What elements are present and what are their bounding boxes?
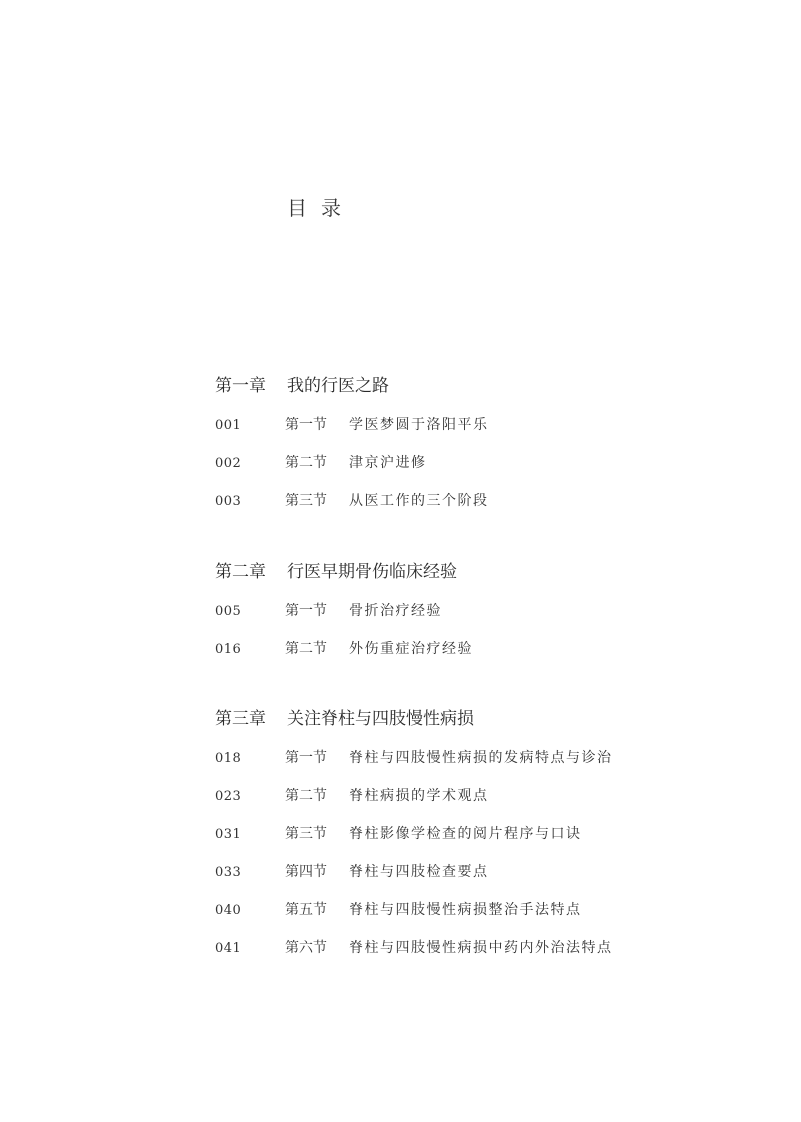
toc-entry[interactable] bbox=[215, 815, 695, 853]
section-number: 第六节 bbox=[285, 940, 327, 956]
section-number: 第一节 bbox=[285, 603, 327, 619]
section-title: 脊柱与四肢检查要点 bbox=[349, 864, 489, 880]
toc-entry[interactable] bbox=[215, 891, 695, 929]
page-title: 目录 bbox=[287, 196, 355, 220]
toc-entry[interactable] bbox=[215, 853, 695, 891]
toc-entry[interactable] bbox=[215, 630, 695, 668]
section-title: 脊柱病损的学术观点 bbox=[349, 788, 489, 804]
toc-entry[interactable] bbox=[215, 444, 695, 482]
page-number: 001 bbox=[215, 418, 242, 433]
chapter-heading[interactable] bbox=[215, 372, 695, 400]
section-title: 外伤重症治疗经验 bbox=[349, 641, 473, 657]
toc-entry[interactable] bbox=[215, 406, 695, 444]
toc-entry[interactable] bbox=[215, 482, 695, 520]
page-number: 016 bbox=[215, 642, 242, 657]
toc-entry[interactable] bbox=[215, 592, 695, 630]
page-number: 018 bbox=[215, 751, 242, 766]
section-title: 脊柱与四肢慢性病损整治手法特点 bbox=[349, 902, 582, 918]
page-number: 031 bbox=[215, 827, 242, 842]
section-number: 第三节 bbox=[285, 493, 327, 509]
section-number: 第四节 bbox=[285, 864, 327, 880]
chapter-title: 关注脊柱与四肢慢性病损 bbox=[287, 709, 474, 729]
section-number: 第一节 bbox=[285, 750, 327, 766]
section-number: 第三节 bbox=[285, 826, 327, 842]
chapter-number: 第二章 bbox=[215, 562, 266, 582]
section-title: 津京沪进修 bbox=[349, 455, 427, 471]
page-number: 002 bbox=[215, 456, 242, 471]
chapter-title: 行医早期骨伤临床经验 bbox=[287, 562, 457, 582]
chapter-number: 第一章 bbox=[215, 376, 266, 396]
toc-entry[interactable] bbox=[215, 777, 695, 815]
section-number: 第二节 bbox=[285, 641, 327, 657]
page-number: 041 bbox=[215, 941, 242, 956]
chapter-number: 第三章 bbox=[215, 709, 266, 729]
chapter-1 bbox=[215, 372, 695, 520]
page-number: 023 bbox=[215, 789, 242, 804]
chapter-3 bbox=[215, 705, 695, 967]
section-title: 脊柱与四肢慢性病损中药内外治法特点 bbox=[349, 940, 613, 956]
page-number: 033 bbox=[215, 865, 242, 880]
section-title: 脊柱影像学检查的阅片程序与口诀 bbox=[349, 826, 582, 842]
toc-entry[interactable] bbox=[215, 929, 695, 967]
section-number: 第五节 bbox=[285, 902, 327, 918]
section-number: 第二节 bbox=[285, 455, 327, 471]
chapter-title: 我的行医之路 bbox=[287, 376, 389, 396]
chapter-heading[interactable] bbox=[215, 558, 695, 586]
chapter-2 bbox=[215, 558, 695, 668]
page-number: 003 bbox=[215, 494, 242, 509]
page-number: 040 bbox=[215, 903, 242, 918]
section-number: 第一节 bbox=[285, 417, 327, 433]
section-title: 从医工作的三个阶段 bbox=[349, 493, 489, 509]
section-title: 学医梦圆于洛阳平乐 bbox=[349, 417, 489, 433]
section-title: 脊柱与四肢慢性病损的发病特点与诊治 bbox=[349, 750, 613, 766]
toc-entry[interactable] bbox=[215, 739, 695, 777]
page-number: 005 bbox=[215, 604, 242, 619]
section-number: 第二节 bbox=[285, 788, 327, 804]
chapter-heading[interactable] bbox=[215, 705, 695, 733]
section-title: 骨折治疗经验 bbox=[349, 603, 442, 619]
